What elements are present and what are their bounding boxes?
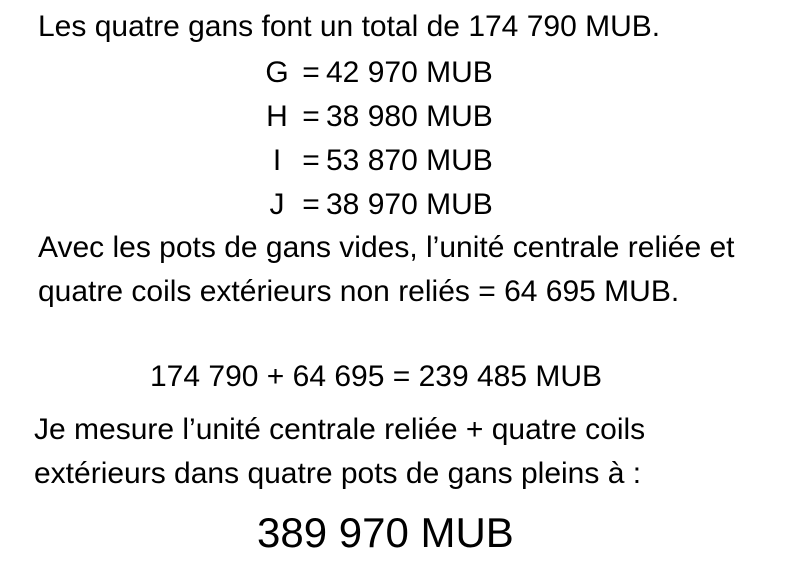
result-value: 389 970 MUB <box>257 509 514 556</box>
gans-value: 38 970 MUB <box>326 188 493 221</box>
intro-text: Les quatre gans font un total de 174 790 MUB. <box>38 10 661 43</box>
equals-sign: = <box>302 100 320 133</box>
equals-sign: = <box>302 144 320 177</box>
gans-list <box>258 58 493 234</box>
sum-equation: 174 790 + 64 695 = 239 485 MUB <box>150 360 603 393</box>
gans-name: J <box>269 188 285 221</box>
gans-name: H <box>266 100 288 133</box>
gans-row-h <box>258 102 493 146</box>
empty-pots-paragraph: Avec les pots de gans vides, l’unité centrale reliée et quatre coils extérieurs non reliés = 64 695 MUB. <box>38 231 735 308</box>
gans-row-g <box>258 58 493 102</box>
gans-name: G <box>265 56 289 89</box>
measurement-paragraph: Je mesure l’unité centrale reliée + quatre coils extérieurs dans quatre pots de gans pleins à : <box>34 413 646 490</box>
gans-value: 38 980 MUB <box>326 100 493 133</box>
equals-sign: = <box>302 188 320 221</box>
equals-sign: = <box>302 56 320 89</box>
gans-value: 53 870 MUB <box>326 144 493 177</box>
gans-name: I <box>272 144 282 177</box>
gans-row-i <box>258 146 493 190</box>
gans-value: 42 970 MUB <box>326 56 493 89</box>
